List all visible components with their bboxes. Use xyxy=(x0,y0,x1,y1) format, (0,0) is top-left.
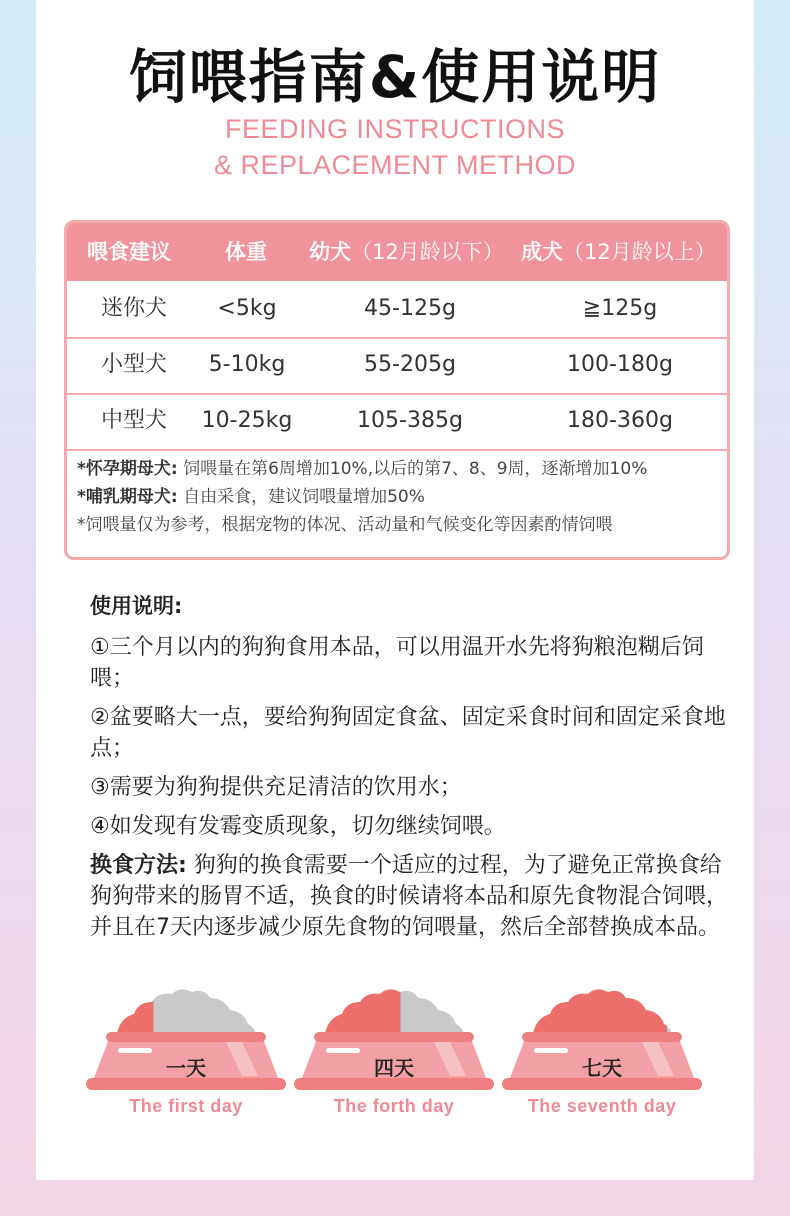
cell-puppy-amount: 105-385g xyxy=(357,408,463,433)
table-row xyxy=(67,281,727,339)
usage-item: ①三个月以内的狗狗食用本品，可以用温开水先将狗粮泡糊后饲喂； xyxy=(90,635,704,691)
bowl-rim xyxy=(314,1032,474,1042)
note-text: *饲喂量仅为参考，根据宠物的体况、活动量和气候变化等因素酌情饲喂 xyxy=(77,515,613,535)
header-feeding-advice: 喂食建议 xyxy=(87,240,171,264)
cell-weight: <5kg xyxy=(217,296,277,321)
header-puppy xyxy=(309,223,504,281)
bowl-day-label: 四天 xyxy=(374,1056,414,1080)
header-puppy-main: 幼犬 xyxy=(309,240,351,264)
header-adult-main: 成犬 xyxy=(521,240,563,264)
bowl-day-label: 七天 xyxy=(582,1056,622,1080)
table-header xyxy=(67,223,727,281)
header-puppy-sub: （12月龄以下） xyxy=(351,240,504,264)
page-title: 饲喂指南&使用说明 xyxy=(128,43,662,111)
bowl-day-4 xyxy=(294,988,504,1128)
cell-dog-type: 迷你犬 xyxy=(100,296,167,321)
note-text: 自由采食，建议饲喂量增加50% xyxy=(177,487,425,507)
bowl-rim xyxy=(522,1032,682,1042)
note-lactating xyxy=(77,483,722,511)
cell-weight: 5-10kg xyxy=(208,352,286,377)
cell-adult-amount: ≧125g xyxy=(582,296,658,321)
bowl-day-1 xyxy=(86,988,296,1128)
cell-puppy-amount: 45-125g xyxy=(364,296,456,321)
bowl-caption: The forth day xyxy=(333,1096,455,1116)
note-text: 饲喂量在第6周增加10%,以后的第7、8、9周，逐渐增加10% xyxy=(177,459,648,479)
table-row xyxy=(67,393,727,451)
note-label: *哺乳期母犬: xyxy=(77,487,178,507)
feeding-table xyxy=(64,220,730,560)
header-weight: 体重 xyxy=(225,240,267,264)
bowl-rim xyxy=(106,1032,266,1042)
note-pregnant xyxy=(77,455,722,483)
cell-adult-amount: 180-360g xyxy=(567,408,673,433)
usage-item: ②盆要略大一点，要给狗狗固定食盆、固定采食时间和固定采食地点； xyxy=(90,705,726,761)
bowl-caption: The seventh day xyxy=(527,1096,677,1116)
food-change-method xyxy=(90,850,730,943)
table-row xyxy=(67,337,727,395)
cell-puppy-amount: 55-205g xyxy=(364,352,456,377)
table-notes xyxy=(77,455,722,539)
note-reference xyxy=(77,511,722,539)
content-card xyxy=(36,0,754,1180)
food-change-label: 换食方法: xyxy=(90,853,187,878)
bowl-day-label: 一天 xyxy=(166,1056,206,1080)
cell-adult-amount: 100-180g xyxy=(567,352,673,377)
usage-item: ④如发现有发霉变质现象，切勿继续饲喂。 xyxy=(90,814,506,839)
subtitle-line2: & REPLACEMENT METHOD xyxy=(213,150,577,180)
bowl-caption: The first day xyxy=(129,1096,243,1116)
header-adult xyxy=(521,223,716,281)
header-adult-sub: （12月龄以上） xyxy=(563,240,716,264)
food-change-text: 狗狗的换食需要一个适应的过程，为了避免正常换食给狗狗带来的肠胃不适，换食的时候请将本品和原先食物混合饲喂，并且在7天内逐步减少原先食物的饲喂量，然后全部替换成本品。 xyxy=(90,853,729,940)
note-label: *怀孕期母犬: xyxy=(77,459,178,479)
bowl-day-7 xyxy=(502,988,712,1128)
cell-weight: 10-25kg xyxy=(201,408,293,433)
usage-instructions xyxy=(90,590,730,943)
cell-dog-type: 小型犬 xyxy=(100,352,167,377)
usage-item: ③需要为狗狗提供充足清洁的饮用水； xyxy=(90,775,462,800)
cell-dog-type: 中型犬 xyxy=(100,408,167,433)
usage-heading: 使用说明: xyxy=(90,594,183,618)
subtitle-line1: FEEDING INSTRUCTIONS xyxy=(224,114,565,144)
